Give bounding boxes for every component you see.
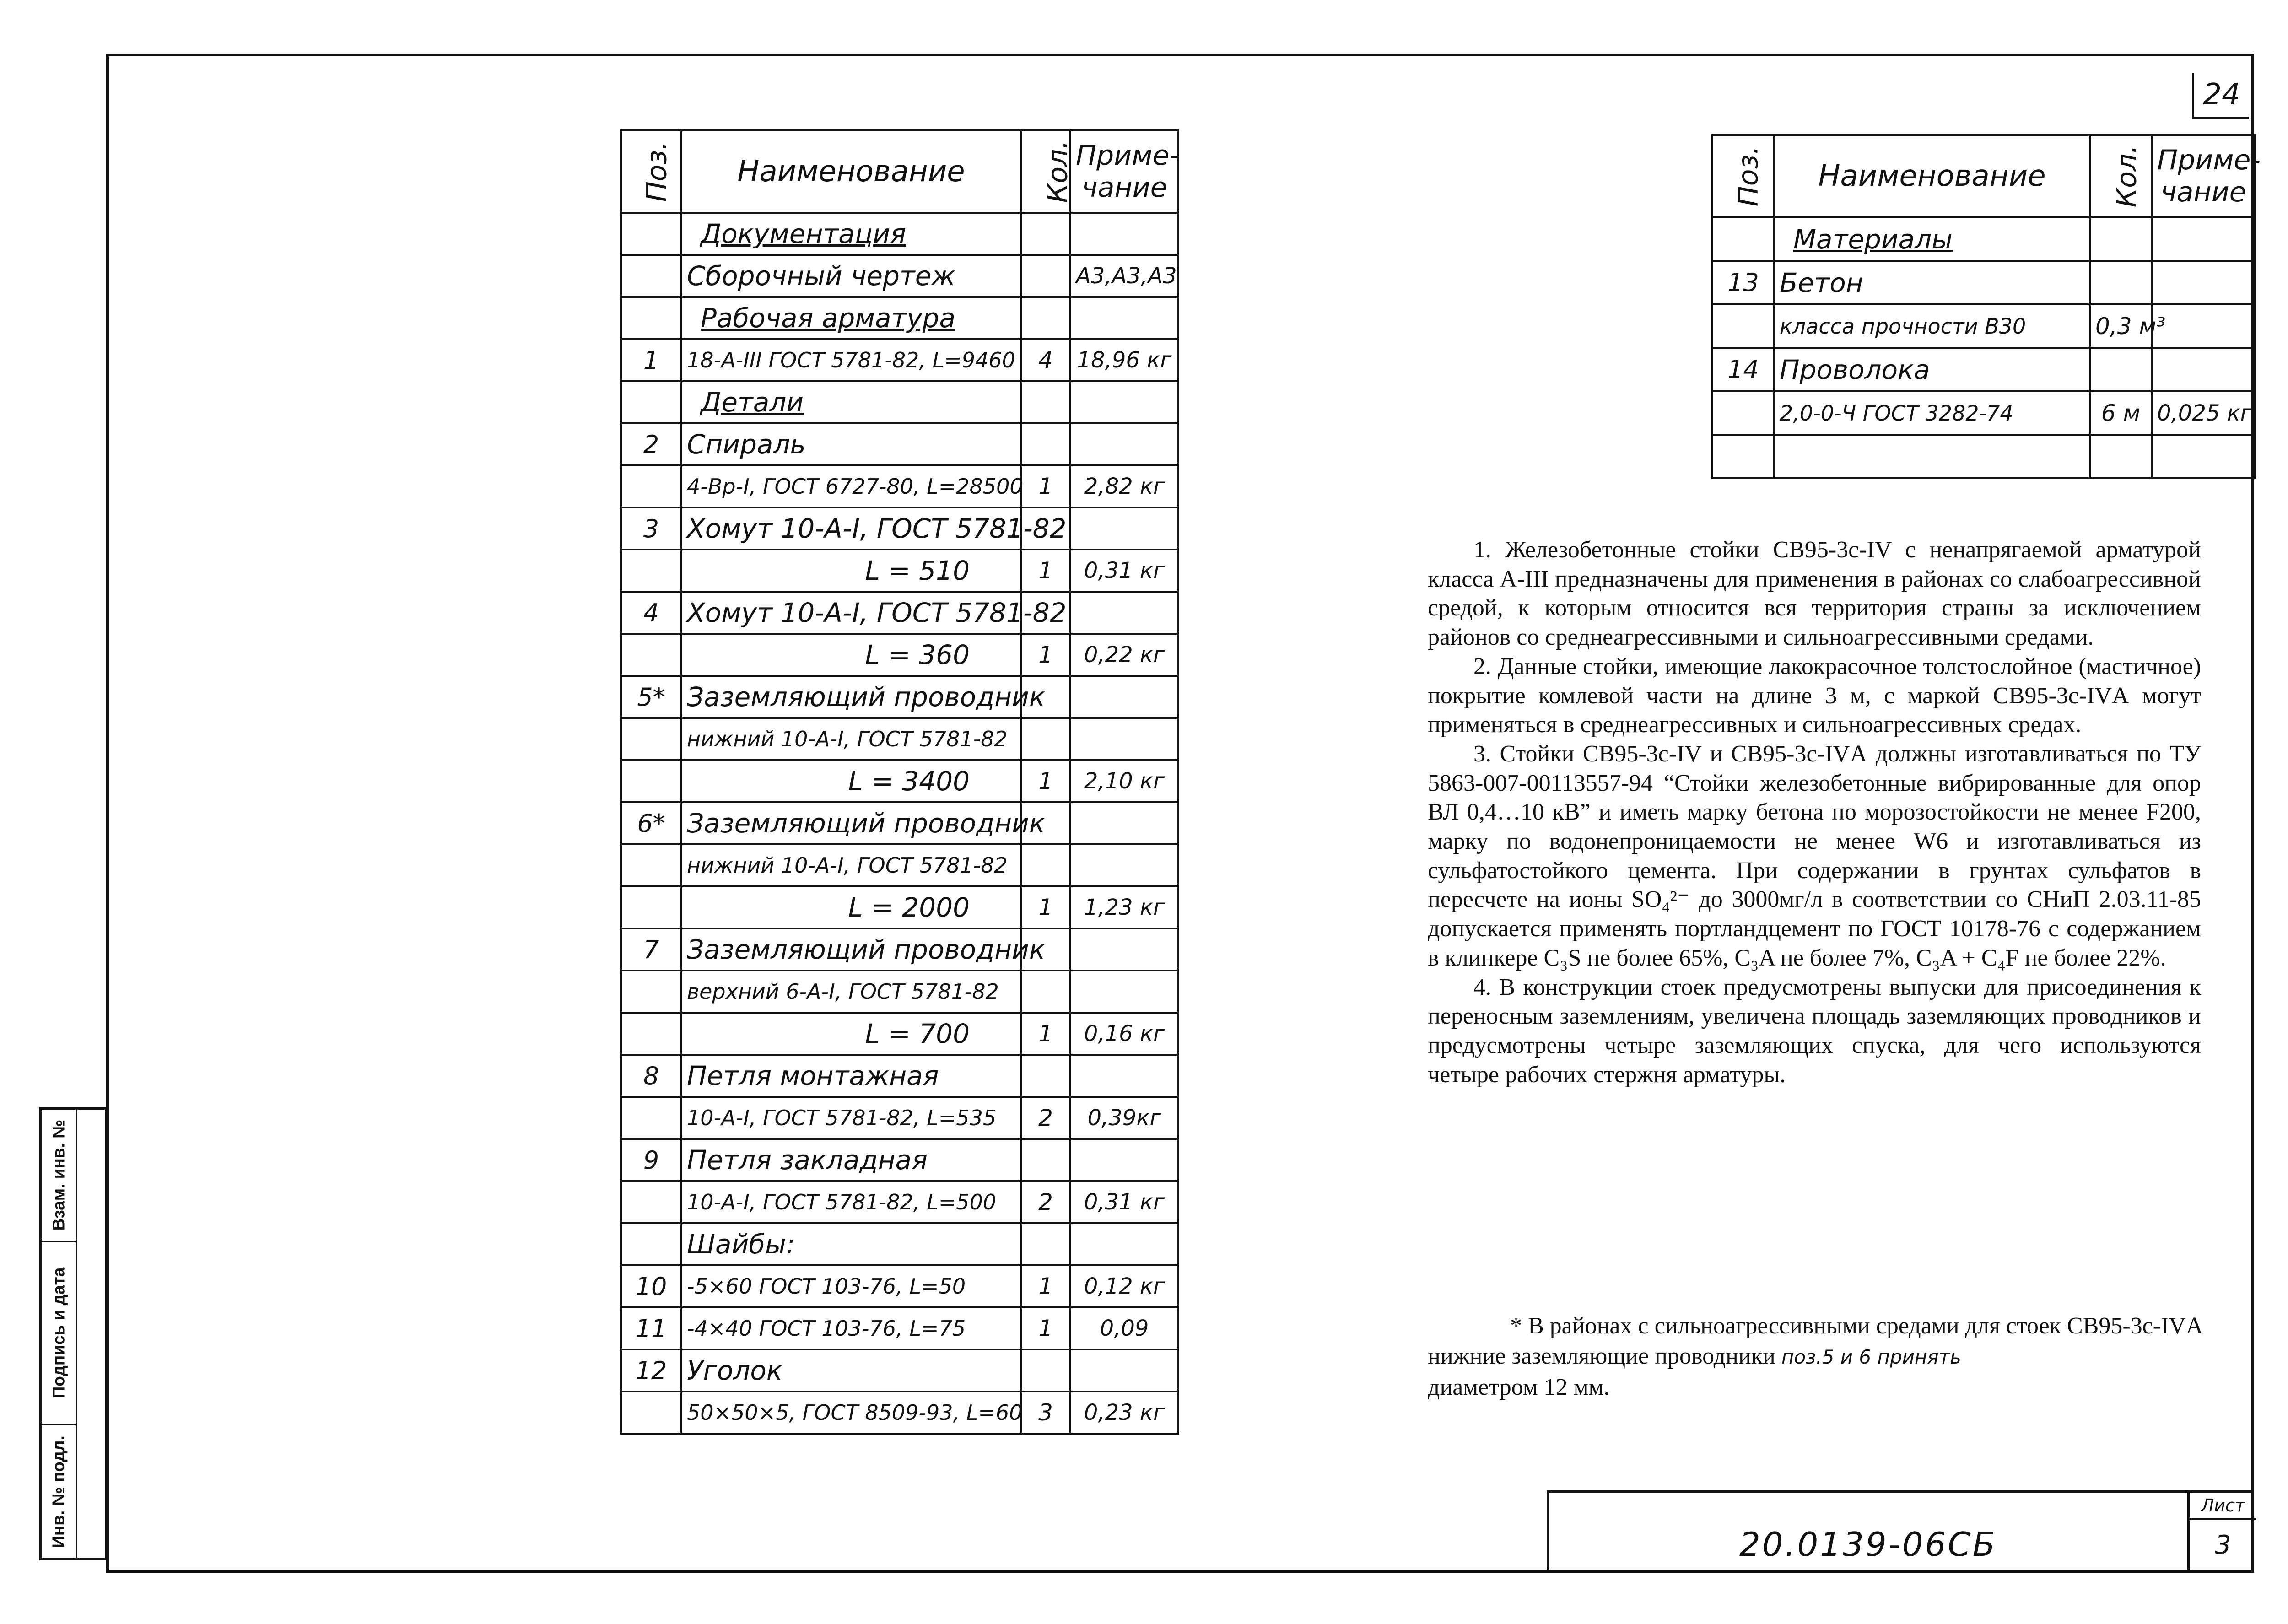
cell-note: 0,31 кг	[1070, 1181, 1178, 1223]
cell-note	[1070, 971, 1178, 1013]
cell-note: 18,96 кг	[1070, 339, 1178, 381]
table-row	[621, 1139, 1178, 1181]
table-row	[621, 718, 1178, 760]
cell-pos	[621, 1223, 681, 1265]
table-row	[621, 1013, 1178, 1055]
cell-qty: 1	[1021, 1307, 1070, 1349]
cell-pos: 1	[621, 339, 681, 381]
cell-name: Хомут 10-А-I, ГОСТ 5781-82	[681, 592, 1021, 634]
cell-name: Детали	[681, 381, 1021, 423]
cell-qty: 6 м	[2090, 391, 2152, 435]
cell-name: Документация	[681, 213, 1021, 255]
cell-pos	[621, 465, 681, 507]
cell-note	[1070, 718, 1178, 760]
table-row	[1712, 435, 2255, 478]
cell-pos: 10	[621, 1265, 681, 1307]
table-row	[621, 844, 1178, 886]
footnote-tail: диаметром 12 мм.	[1428, 1374, 1610, 1400]
table-row	[621, 760, 1178, 802]
cell-note	[1070, 213, 1178, 255]
cell-note	[1070, 423, 1178, 465]
title-block	[1547, 1490, 2254, 1573]
cell-qty: 2	[1021, 1181, 1070, 1223]
cell-pos	[621, 297, 681, 339]
table-row	[1712, 304, 2255, 348]
cell-name: 4-Вр-I, ГОСТ 6727-80, L=28500	[681, 465, 1021, 507]
header-name: Наименование	[681, 130, 1021, 213]
document-number: 20.0139-06СБ	[1549, 1493, 2190, 1573]
table-row	[621, 255, 1178, 297]
cell-name: Материалы	[1774, 217, 2090, 261]
cell-qty	[1021, 844, 1070, 886]
table-row	[1712, 348, 2255, 391]
cell-qty: 1	[1021, 886, 1070, 928]
note-1: 1. Железобетонные стойки СВ95-3с-IV с ненапрягаемой арматурой класса А-III предназначены для применения в районах со слабоагрессивной средой, к которым относится вся территория страны за исключением районов со среднеагрессивными и сильноагрессивными средами.	[1428, 537, 2201, 651]
cell-qty: 1	[1021, 1265, 1070, 1307]
cell-name: 10-А-I, ГОСТ 5781-82, L=535	[681, 1097, 1021, 1139]
table-row	[621, 1265, 1178, 1307]
cell-name: Уголок	[681, 1349, 1021, 1392]
table-row	[621, 297, 1178, 339]
cell-note	[1070, 1139, 1178, 1181]
cell-name: -4×40 ГОСТ 103-76, L=75	[681, 1307, 1021, 1349]
table-row	[621, 213, 1178, 255]
cell-name: L = 2000	[681, 886, 1021, 928]
cell-qty	[1021, 381, 1070, 423]
cell-name: Заземляющий проводник	[681, 802, 1021, 844]
cell-pos: 3	[621, 507, 681, 550]
cell-note: 0,39кг	[1070, 1097, 1178, 1139]
cell-name: Петля монтажная	[681, 1055, 1021, 1097]
cell-pos	[621, 844, 681, 886]
cell-note	[1070, 1223, 1178, 1265]
header-pos: Поз.	[1712, 135, 1774, 217]
cell-qty	[1021, 255, 1070, 297]
cell-pos	[621, 550, 681, 592]
table-row	[1712, 261, 2255, 304]
general-notes	[1428, 535, 2201, 1089]
cell-pos	[621, 886, 681, 928]
note-4: 4. В конструкции стоек предусмотрены выпуски для присоединения к переносным заземлениям, увеличена площадь заземляющих проводников и предусмотрены четыре заземляющих спуска, для чего используются четыре рабочих стержня арматуры.	[1428, 974, 2201, 1088]
cell-qty	[1021, 297, 1070, 339]
table-row	[1712, 391, 2255, 435]
side-stamp-cell-replacement	[42, 1110, 76, 1242]
cell-name: 2,0-0-Ч ГОСТ 3282-74	[1774, 391, 2090, 435]
cell-qty	[1021, 971, 1070, 1013]
cell-qty	[2090, 435, 2152, 478]
cell-note: 0,16 кг	[1070, 1013, 1178, 1055]
cell-pos	[621, 634, 681, 676]
header-name: Наименование	[1774, 135, 2090, 217]
table-row	[621, 886, 1178, 928]
cell-note	[2152, 261, 2255, 304]
table-row	[621, 1392, 1178, 1434]
cell-note	[2152, 435, 2255, 478]
cell-pos	[1712, 217, 1774, 261]
cell-name: L = 510	[681, 550, 1021, 592]
cell-pos: 9	[621, 1139, 681, 1181]
cell-qty: 0,3 м³	[2090, 304, 2152, 348]
cell-note	[1070, 592, 1178, 634]
table-row	[621, 1349, 1178, 1392]
specification-table-main	[620, 129, 1179, 1435]
cell-name	[1774, 435, 2090, 478]
cell-note: 0,09	[1070, 1307, 1178, 1349]
table-row	[621, 971, 1178, 1013]
table-row	[621, 1181, 1178, 1223]
cell-name: нижний 10-А-I, ГОСТ 5781-82	[681, 718, 1021, 760]
cell-note: 2,82 кг	[1070, 465, 1178, 507]
cell-qty	[1021, 213, 1070, 255]
table-row	[621, 507, 1178, 550]
table-row	[621, 634, 1178, 676]
note-3: 3. Стойки СВ95-3с-IV и СВ95-3с-IVА должны изготавливаться по ТУ 5863-007-00113557-94 “Стойки железобетонные вибрированные для опор ВЛ 0,4…10 кВ” и иметь марку бетона по морозостойкости не менее F200, марку по водонепроницаемости не менее W6 и изготавливаться из сульфатостойкого цемента. При содержании в грунтах сульфатов в пересчете на ионы SO₄²⁻ до 3000мг/л в соответствии со СНиП 2.03.11-85 допускается применять портландцемент по ГОСТ 10178-76 с содержанием в клинкере C₃S не более 65%, C₃A не более 7%, C₃A + C₄F не более 22%.	[1428, 740, 2201, 971]
cell-qty	[2090, 261, 2152, 304]
table-header-row	[1712, 135, 2255, 217]
table-row	[621, 465, 1178, 507]
cell-pos	[621, 1097, 681, 1139]
side-stamp-divider	[76, 1110, 77, 1558]
header-qty: Кол.	[1021, 130, 1070, 213]
cell-pos	[621, 213, 681, 255]
side-stamp-label-inventory: Инв. № подл.	[49, 1435, 68, 1548]
cell-pos: 14	[1712, 348, 1774, 391]
note-2: 2. Данные стойки, имеющие лакокрасочное толстослойное (мастичное) покрытие комлевой части на длине 3 м, с маркой СВ95-3с-IVА могут применяться в среднеагрессивных и сильноагрессивных средах.	[1428, 653, 2201, 738]
cell-pos	[1712, 391, 1774, 435]
cell-note	[2152, 348, 2255, 391]
table-header-row	[621, 130, 1178, 213]
cell-qty	[1021, 1349, 1070, 1392]
cell-qty: 1	[1021, 1013, 1070, 1055]
cell-name: Бетон	[1774, 261, 2090, 304]
cell-note	[1070, 381, 1178, 423]
table-row	[621, 928, 1178, 971]
cell-name: Спираль	[681, 423, 1021, 465]
cell-name: Проволока	[1774, 348, 2090, 391]
cell-pos	[621, 718, 681, 760]
cell-pos: 2	[621, 423, 681, 465]
cell-note	[1070, 844, 1178, 886]
table-row	[621, 802, 1178, 844]
table-row	[621, 1055, 1178, 1097]
cell-pos	[621, 1181, 681, 1223]
cell-name: -5×60 ГОСТ 103-76, L=50	[681, 1265, 1021, 1307]
cell-name: Петля закладная	[681, 1139, 1021, 1181]
table-row	[621, 550, 1178, 592]
cell-qty	[2090, 348, 2152, 391]
cell-name: Хомут 10-А-I, ГОСТ 5781-82	[681, 507, 1021, 550]
cell-pos: 6*	[621, 802, 681, 844]
cell-name: L = 360	[681, 634, 1021, 676]
cell-qty: 2	[1021, 1097, 1070, 1139]
cell-qty: 1	[1021, 465, 1070, 507]
table-row	[621, 592, 1178, 634]
cell-note	[1070, 1349, 1178, 1392]
sheet-number-top: 24	[2192, 73, 2249, 119]
cell-name: 18-А-III ГОСТ 5781-82, L=9460	[681, 339, 1021, 381]
cell-pos: 4	[621, 592, 681, 634]
cell-note: 2,10 кг	[1070, 760, 1178, 802]
cell-note	[1070, 1055, 1178, 1097]
footnote-handwritten: поз.5 и 6 принять	[1781, 1346, 1961, 1368]
cell-note	[1070, 507, 1178, 550]
cell-pos	[1712, 304, 1774, 348]
cell-note	[1070, 676, 1178, 718]
cell-name: Сборочный чертеж	[681, 255, 1021, 297]
cell-name: Рабочая арматура	[681, 297, 1021, 339]
cell-pos	[1712, 435, 1774, 478]
cell-pos: 8	[621, 1055, 681, 1097]
cell-qty: 1	[1021, 760, 1070, 802]
cell-qty	[1021, 718, 1070, 760]
cell-note: 0,23 кг	[1070, 1392, 1178, 1434]
footnote-text: * В районах с сильноагрессивными средами для стоек СВ95-3с-IVА нижние заземляющие проводники	[1428, 1313, 2203, 1369]
cell-pos	[621, 255, 681, 297]
cell-pos: 7	[621, 928, 681, 971]
side-stamp-cell-inventory	[42, 1425, 76, 1558]
cell-name: Заземляющий проводник	[681, 676, 1021, 718]
cell-note: 0,12 кг	[1070, 1265, 1178, 1307]
table-row	[621, 1097, 1178, 1139]
cell-qty: 1	[1021, 634, 1070, 676]
cell-note: 0,025 кг	[2152, 391, 2255, 435]
sheet-label: Лист	[2190, 1493, 2256, 1520]
cell-name: верхний 6-А-I, ГОСТ 5781-82	[681, 971, 1021, 1013]
table-row	[621, 676, 1178, 718]
cell-pos	[621, 760, 681, 802]
header-note: Приме- чание	[2152, 135, 2255, 217]
header-note: Приме- чание	[1070, 130, 1178, 213]
cell-pos: 12	[621, 1349, 681, 1392]
cell-note	[1070, 928, 1178, 971]
cell-pos	[621, 381, 681, 423]
footnote	[1428, 1311, 2233, 1403]
cell-name: нижний 10-А-I, ГОСТ 5781-82	[681, 844, 1021, 886]
cell-qty: 4	[1021, 339, 1070, 381]
table-row	[621, 339, 1178, 381]
cell-qty: 1	[1021, 550, 1070, 592]
cell-note	[1070, 297, 1178, 339]
cell-pos	[621, 1392, 681, 1434]
cell-pos	[621, 971, 681, 1013]
cell-qty	[1021, 1055, 1070, 1097]
cell-pos: 13	[1712, 261, 1774, 304]
table-row	[1712, 217, 2255, 261]
cell-name: класса прочности В30	[1774, 304, 2090, 348]
cell-pos	[621, 1013, 681, 1055]
header-qty: Кол.	[2090, 135, 2152, 217]
cell-note: 1,23 кг	[1070, 886, 1178, 928]
specification-table-materials	[1711, 134, 2261, 479]
cell-note: 0,22 кг	[1070, 634, 1178, 676]
cell-note	[1070, 802, 1178, 844]
cell-note	[2152, 304, 2255, 348]
cell-name: Заземляющий проводник	[681, 928, 1021, 971]
side-stamp-cell-signature	[42, 1242, 76, 1425]
side-stamp	[39, 1107, 107, 1560]
header-pos: Поз.	[621, 130, 681, 213]
cell-pos: 11	[621, 1307, 681, 1349]
table-row	[621, 1307, 1178, 1349]
side-stamp-label-signature: Подпись и дата	[49, 1267, 68, 1399]
cell-note: 0,31 кг	[1070, 550, 1178, 592]
cell-name: L = 700	[681, 1013, 1021, 1055]
cell-name: 10-А-I, ГОСТ 5781-82, L=500	[681, 1181, 1021, 1223]
cell-qty	[1021, 1139, 1070, 1181]
cell-qty	[1021, 1223, 1070, 1265]
cell-note	[2152, 217, 2255, 261]
cell-name: 50×50×5, ГОСТ 8509-93, L=60	[681, 1392, 1021, 1434]
cell-qty	[2090, 217, 2152, 261]
cell-pos: 5*	[621, 676, 681, 718]
table-row	[621, 423, 1178, 465]
cell-name: L = 3400	[681, 760, 1021, 802]
table-row	[621, 381, 1178, 423]
sheet-number: 3	[2215, 1530, 2231, 1560]
cell-name: Шайбы:	[681, 1223, 1021, 1265]
cell-note: А3,А3,А3	[1070, 255, 1178, 297]
cell-qty	[1021, 423, 1070, 465]
side-stamp-label-replacement: Взам. инв. №	[49, 1119, 68, 1231]
table-row	[621, 1223, 1178, 1265]
cell-qty: 3	[1021, 1392, 1070, 1434]
